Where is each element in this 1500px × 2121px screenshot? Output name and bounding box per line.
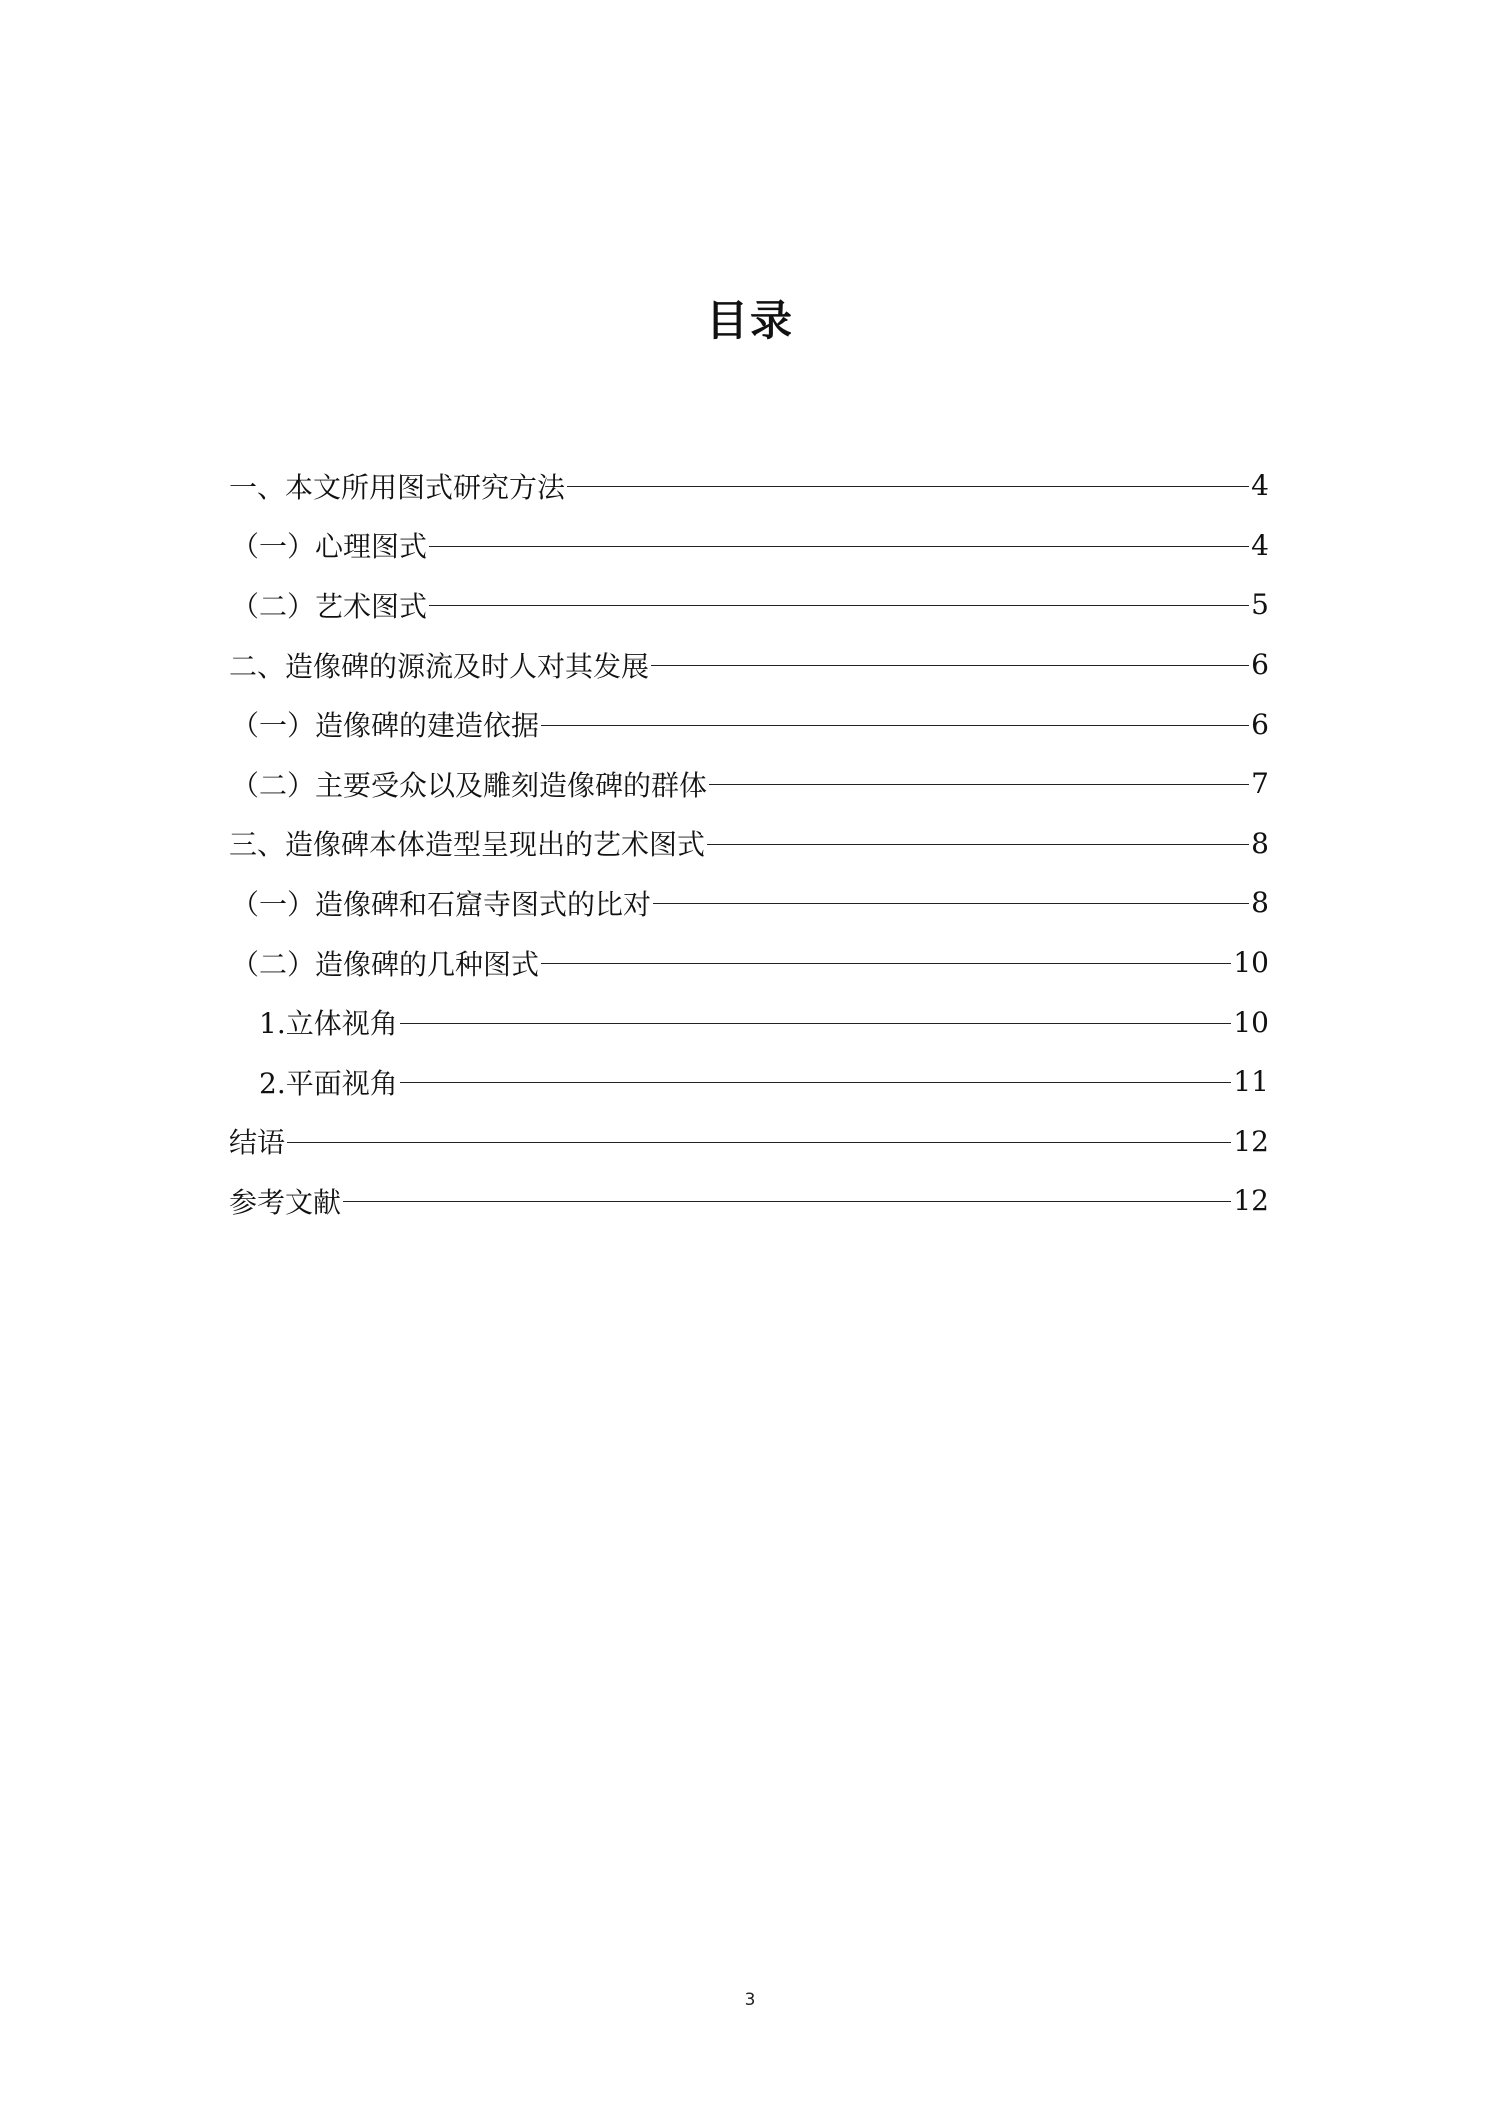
page-title: 目录 bbox=[705, 296, 794, 345]
toc-entry-label: （一）造像碑的建造依据 bbox=[231, 709, 540, 743]
toc-entry[interactable] bbox=[229, 992, 1269, 1052]
toc-leader-line bbox=[567, 486, 1249, 487]
toc-entry-label: 三、造像碑本体造型呈现出的艺术图式 bbox=[229, 828, 706, 862]
toc-entry-page: 11 bbox=[1233, 1065, 1269, 1099]
toc-entry[interactable] bbox=[229, 1171, 1269, 1231]
toc-entry[interactable] bbox=[229, 754, 1269, 814]
toc-entry-label: 一、本文所用图式研究方法 bbox=[229, 470, 566, 504]
toc-leader-line bbox=[541, 725, 1249, 726]
toc-entry-page: 7 bbox=[1251, 767, 1269, 801]
toc-leader-line bbox=[429, 546, 1249, 547]
toc-leader-line bbox=[709, 784, 1249, 785]
toc-entry-page: 6 bbox=[1251, 648, 1269, 682]
toc-entry-page: 12 bbox=[1233, 1184, 1269, 1218]
toc-entry-label: （二）造像碑的几种图式 bbox=[231, 947, 540, 981]
toc-leader-line bbox=[653, 903, 1249, 904]
page-number: 3 bbox=[744, 1990, 756, 2010]
toc-entry-label: 1.立体视角 bbox=[259, 1007, 398, 1041]
toc-entry[interactable] bbox=[229, 456, 1269, 516]
toc-entry[interactable] bbox=[229, 814, 1269, 874]
toc-entry-label: （一）心理图式 bbox=[231, 530, 428, 564]
toc-leader-line bbox=[400, 1023, 1232, 1024]
toc-entry-page: 8 bbox=[1251, 886, 1269, 920]
toc-entry-label: 结语 bbox=[229, 1126, 286, 1160]
toc-leader-line bbox=[429, 605, 1249, 606]
toc-entry[interactable] bbox=[229, 516, 1269, 576]
toc-entry[interactable] bbox=[229, 873, 1269, 933]
toc-entry-label: 2.平面视角 bbox=[259, 1066, 398, 1100]
toc-leader-line bbox=[400, 1082, 1232, 1083]
toc-entry[interactable] bbox=[229, 1052, 1269, 1112]
toc-entry-label: 二、造像碑的源流及时人对其发展 bbox=[229, 649, 650, 683]
toc-leader-line bbox=[343, 1201, 1231, 1202]
toc-entry-label: （二）艺术图式 bbox=[231, 589, 428, 623]
toc-entry-label: 参考文献 bbox=[229, 1185, 342, 1219]
toc-entry-page: 10 bbox=[1233, 946, 1269, 980]
toc-entry-page: 5 bbox=[1251, 588, 1269, 622]
toc-leader-line bbox=[541, 963, 1231, 964]
table-of-contents bbox=[229, 456, 1269, 1231]
toc-entry[interactable] bbox=[229, 1112, 1269, 1172]
toc-entry-page: 4 bbox=[1251, 469, 1269, 503]
toc-leader-line bbox=[287, 1142, 1231, 1143]
toc-entry-page: 4 bbox=[1251, 528, 1269, 562]
toc-entry-label: （一）造像碑和石窟寺图式的比对 bbox=[231, 887, 652, 921]
toc-entry-label: （二）主要受众以及雕刻造像碑的群体 bbox=[231, 768, 708, 802]
toc-entry-page: 8 bbox=[1251, 826, 1269, 860]
toc-entry[interactable] bbox=[229, 635, 1269, 695]
toc-entry[interactable] bbox=[229, 694, 1269, 754]
toc-entry-page: 10 bbox=[1233, 1005, 1269, 1039]
toc-entry-page: 12 bbox=[1233, 1124, 1269, 1158]
toc-leader-line bbox=[707, 844, 1249, 845]
toc-entry-page: 6 bbox=[1251, 707, 1269, 741]
toc-leader-line bbox=[651, 665, 1249, 666]
toc-entry[interactable] bbox=[229, 575, 1269, 635]
toc-entry[interactable] bbox=[229, 933, 1269, 993]
